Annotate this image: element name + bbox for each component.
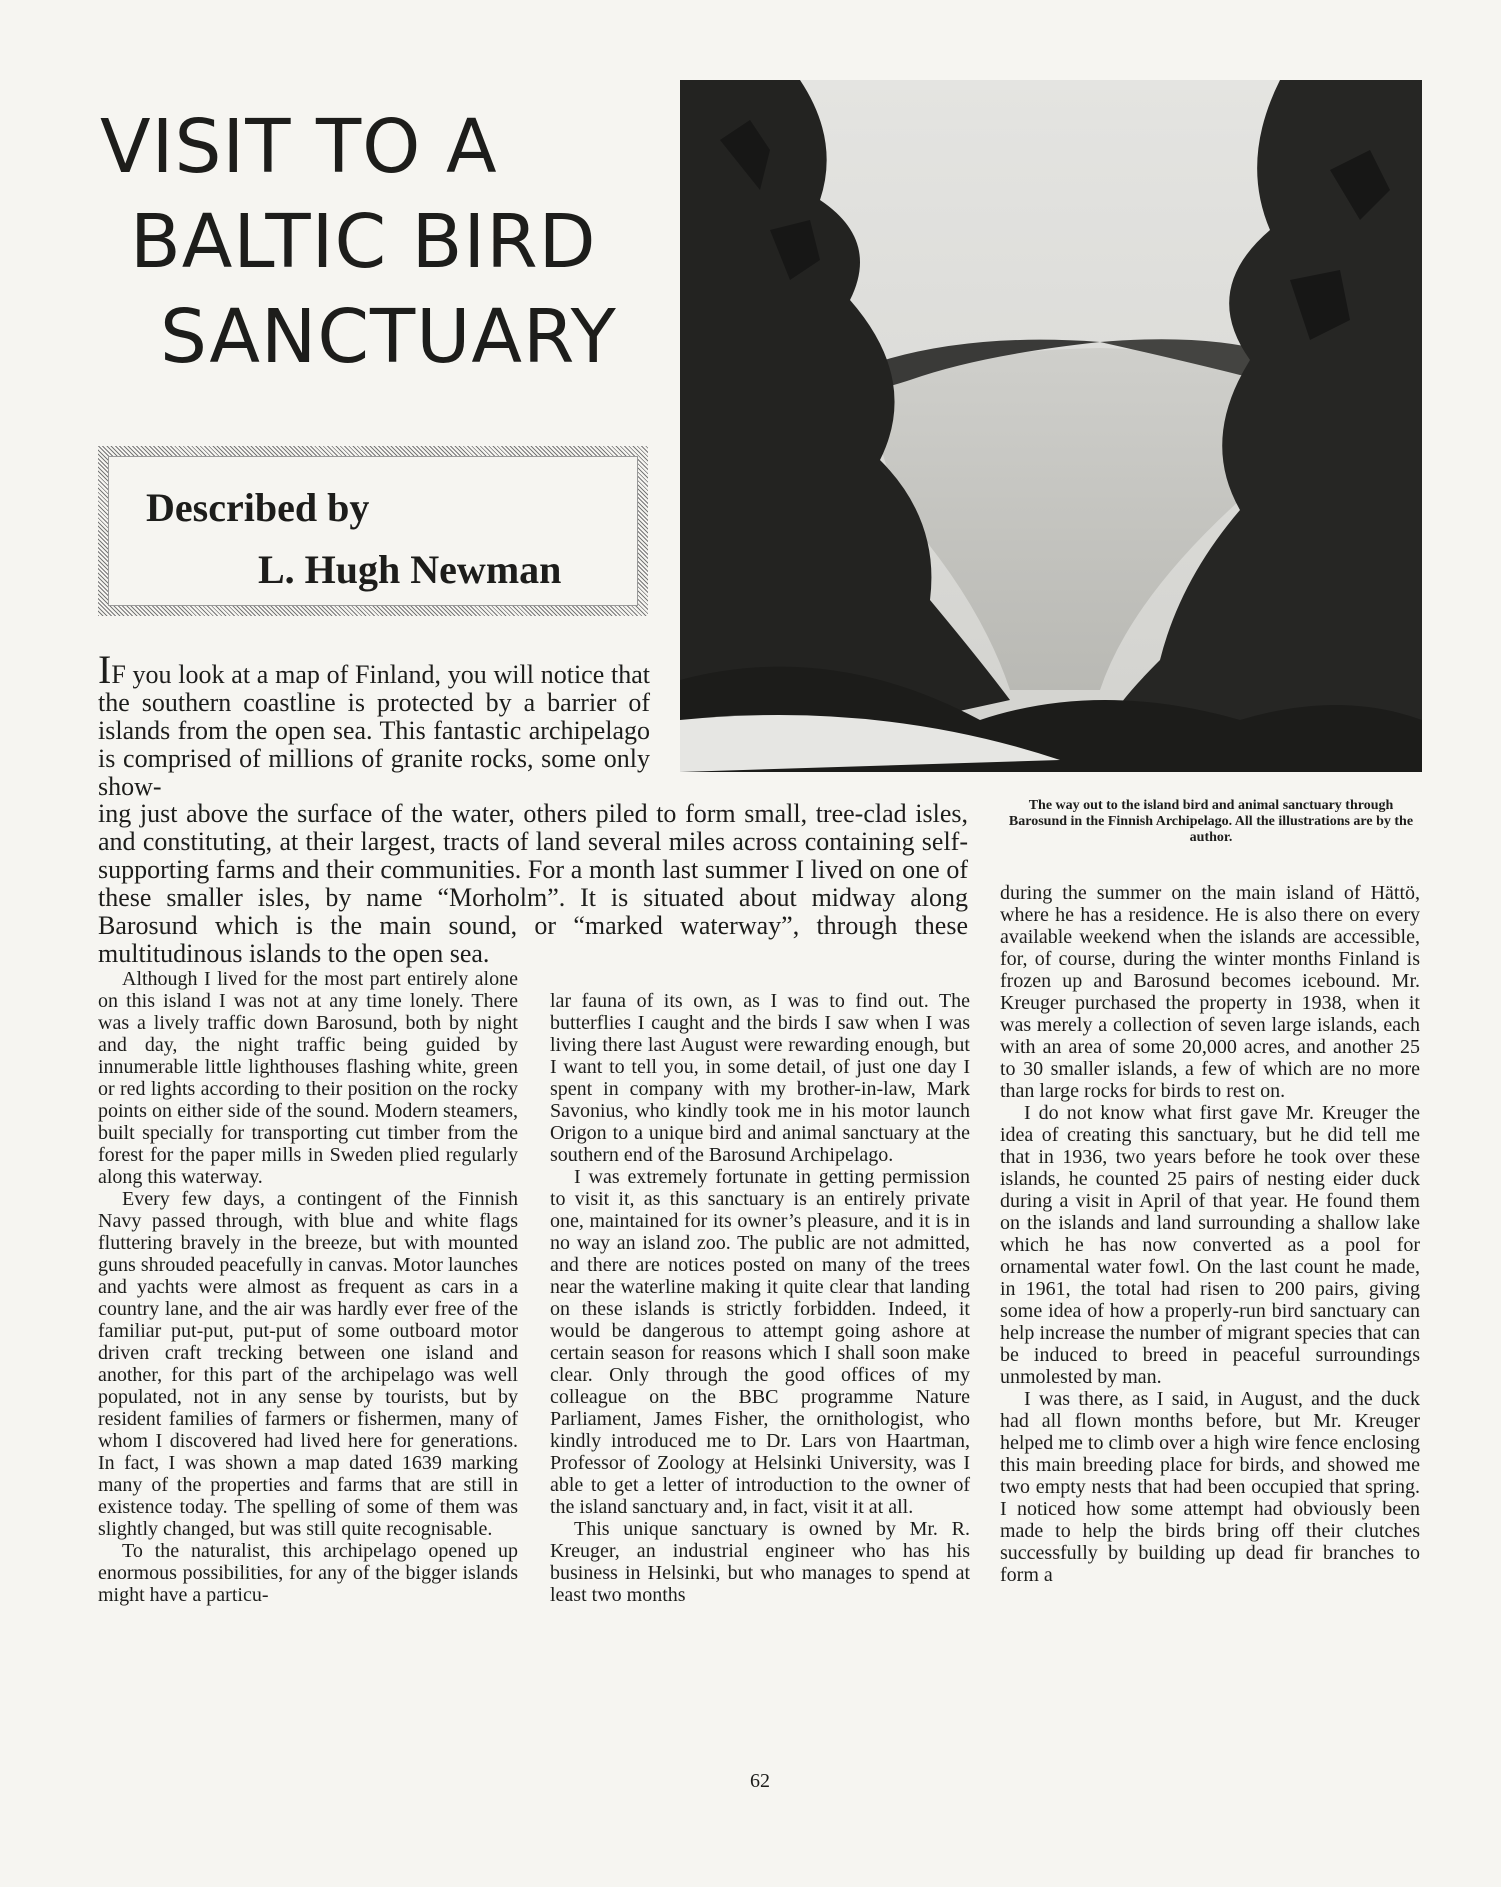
landscape-illustration [680, 80, 1422, 772]
byline-prefix: Described by [146, 485, 370, 530]
paragraph: I was there, as I said, in August, and the duck had all flown months before, but Mr. Kreuger helped me to climb over a high wire fence enclosing this main breeding place for birds, and showed me two empty nests that had been occupied that spring. I noticed how some attempt had obviously been made to help the birds bring off their clutches successfully by building up dead fir branches to form a [1000, 1388, 1420, 1586]
paragraph: I do not know what first gave Mr. Kreuger the idea of creating this sanctuary, but he did tell me that in 1936, two years before he took over these islands, he counted 25 pairs of nesting eider duck during a visit in April of that year. He found them on the islands and land surrounding a shallow lake which he has now converted as a pool for ornamental water fowl. On the last count he made, in 1961, the total had risen to 200 pairs, giving some idea of how a properly-run bird sanctuary can help increase the number of migrant species that can be induced to breed in peaceful surroundings unmolested by man. [1000, 1102, 1420, 1388]
lead-paragraph [98, 647, 650, 801]
author-name: L. Hugh Newman [258, 547, 562, 592]
text-column-1 [98, 968, 518, 1606]
title-line: SANCTUARY [160, 294, 617, 380]
text-column-3 [1000, 882, 1420, 1586]
paragraph: during the summer on the main island of Hättö, where he has a residence. He is also there on every available weekend when the islands are accessible, for, of course, during the winter months Finland is frozen up and Barosund becomes icebound. Mr. Kreuger purchased the property in 1938, when it was merely a collection of seven large islands, each with an area of some 20,000 acres, and another 25 to 30 smaller islands, a few of which are no more than large rocks for birds to rest on. [1000, 882, 1420, 1102]
archipelago-photo [680, 80, 1422, 772]
byline-box [98, 446, 648, 616]
article-title [100, 100, 660, 385]
lead-paragraph-continued: ing just above the surface of the water, others piled to form small, tree-clad isles, and constituting, at their largest, tracts of land several miles across containing self-supporting farms and their communities. For a month last summer I lived on one of these smaller isles, by name “Morholm”. It is situated about midway along Barosund which is the main sound, or “marked waterway”, through these multitudinous islands to the open sea. [98, 799, 968, 968]
paragraph: To the naturalist, this archipelago opened up enormous possibilities, for any of the bigger islands might have a particu- [98, 1540, 518, 1606]
paragraph: Although I lived for the most part entirely alone on this island I was not at any time lonely. There was a lively traffic down Barosund, both by night and day, the night traffic being guided by innumerable little lighthouses flashing white, green or red lights according to their position on the rocky points on either side of the sound. Modern steamers, built specially for transporting cut timber from the forest for the paper mills in Sweden plied regularly along this waterway. [98, 968, 518, 1188]
photo-caption: The way out to the island bird and animal sanctuary through Barosund in the Finnish Archipelago. All the illustrations are by the author. [1008, 798, 1414, 845]
title-line: BALTIC BIRD [130, 199, 597, 285]
lead-text: F you look at a map of Finland, you will notice that the southern coastline is protected by a barrier of islands from the open sea. This fantastic archipelago is comprised of millions of granite rocks, some only show- [98, 660, 650, 801]
paragraph: Every few days, a contingent of the Finnish Navy passed through, with blue and white flags fluttering bravely in the breeze, but with mounted guns shrouded peacefully in canvas. Motor launches and yachts were almost as frequent as cars in a country lane, and the air was hardly ever free of the familiar put-put, put-put of some outboard motor driven craft trecking between one island and another, for this part of the archipelago was well populated, not in any sense by tourists, but by resident families of farmers or fishermen, many of whom I discovered had lived here for generations. In fact, I was shown a map dated 1639 marking many of the properties and farms that are still in existence today. The spelling of some of them was slightly changed, but was still quite recognisable. [98, 1188, 518, 1540]
drop-cap: I [98, 647, 112, 692]
title-line: VISIT TO A [100, 104, 498, 190]
text-column-2 [550, 990, 970, 1606]
paragraph: This unique sanctuary is owned by Mr. R. Kreuger, an industrial engineer who has his business in Helsinki, but who manages to spend at least two months [550, 1518, 970, 1606]
paragraph: I was extremely fortunate in getting permission to visit it, as this sanctuary is an entirely private one, maintained for its owner’s pleasure, and it is in no way an island zoo. The public are not admitted, and there are notices posted on many of the trees near the waterline making it quite clear that landing on these islands is strictly forbidden. Indeed, it would be dangerous to attempt going ashore at certain season for reasons which I shall soon make clear. Only through the good offices of my colleague on the BBC programme Nature Parliament, James Fisher, the ornithologist, who kindly introduced me to Dr. Lars von Haartman, Professor of Zoology at Helsinki University, was I able to get a letter of introduction to the owner of the island sanctuary and, in fact, visit it at all. [550, 1166, 970, 1518]
paragraph: lar fauna of its own, as I was to find out. The butterflies I caught and the birds I saw when I was living there last August were rewarding enough, but I want to tell you, in some detail, of just one day I spent in company with my brother-in-law, Mark Savonius, who kindly took me in his motor launch Origon to a unique bird and animal sanctuary at the southern end of the Barosund Archipelago. [550, 990, 970, 1166]
page-number: 62 [750, 1770, 770, 1792]
